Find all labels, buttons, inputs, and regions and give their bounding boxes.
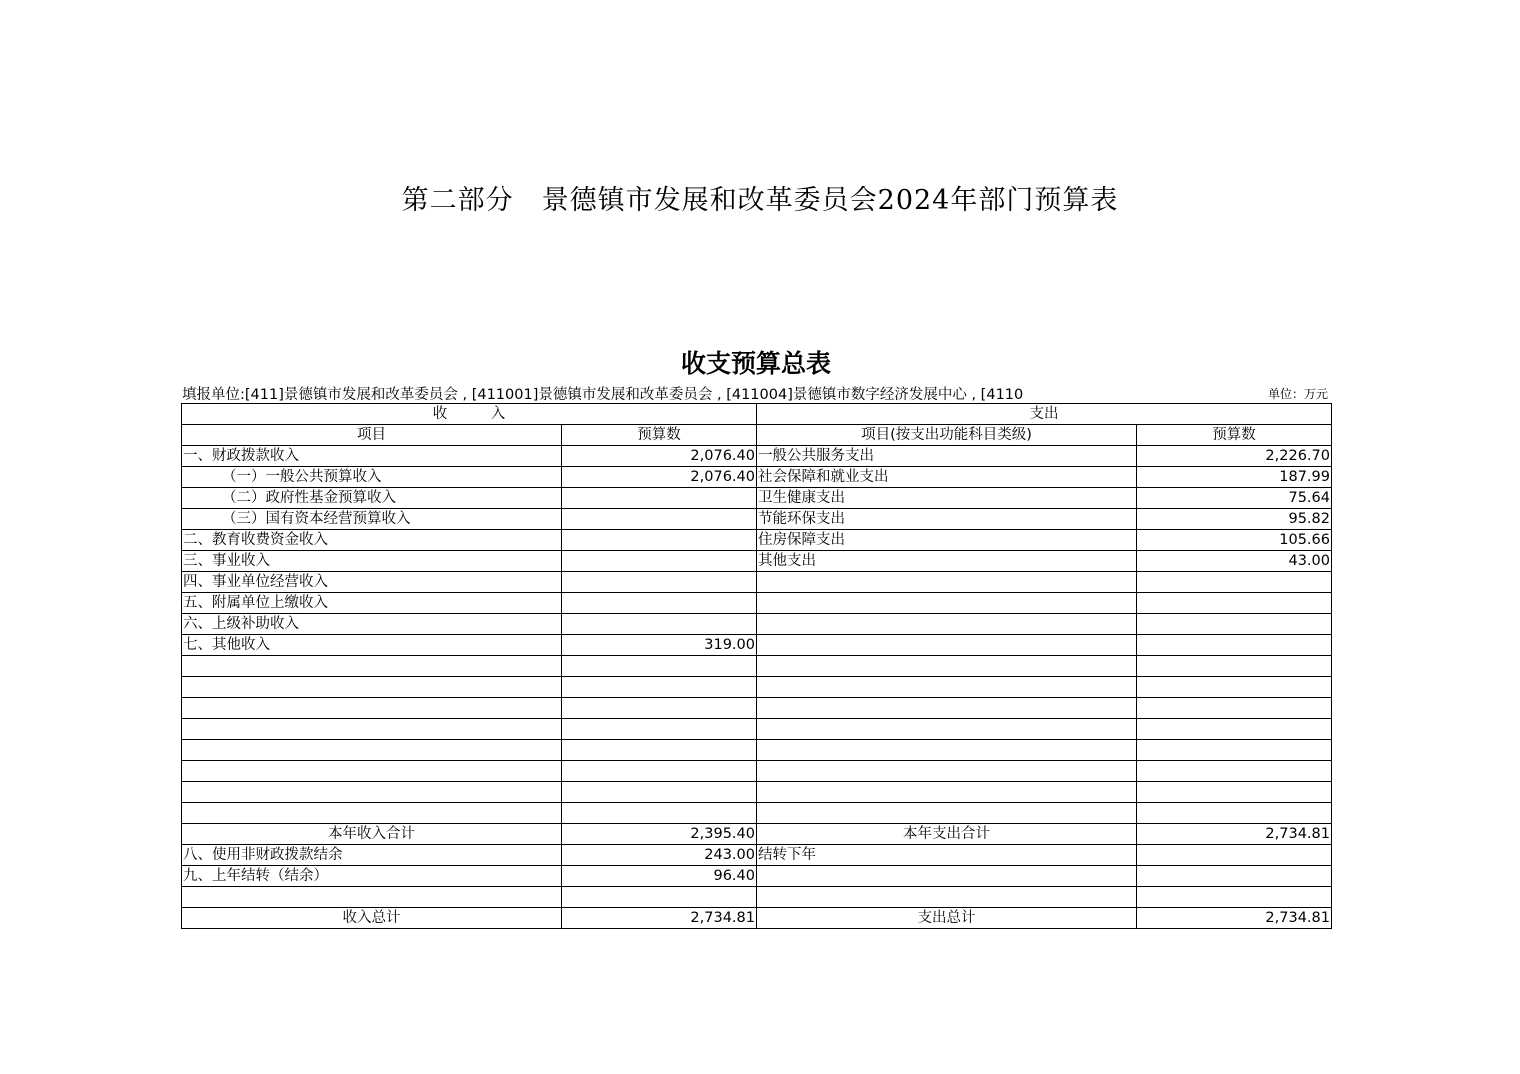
income-item-cell: 五、附属单位上缴收入 bbox=[182, 593, 562, 614]
expense-amount-cell bbox=[1137, 803, 1332, 824]
expense-amount-cell: 75.64 bbox=[1137, 488, 1332, 509]
income-amount-cell: 2,076.40 bbox=[562, 467, 757, 488]
income-item-cell bbox=[182, 698, 562, 719]
table-row bbox=[182, 887, 1332, 908]
expense-amount-cell: 105.66 bbox=[1137, 530, 1332, 551]
expense-amount-header: 预算数 bbox=[1137, 425, 1332, 446]
expense-item-cell bbox=[757, 593, 1137, 614]
income-amount-cell bbox=[562, 530, 757, 551]
expense-amount-cell: 2,226.70 bbox=[1137, 446, 1332, 467]
expense-amount-cell bbox=[1137, 740, 1332, 761]
expense-item-header: 项目(按支出功能科目类级) bbox=[757, 425, 1137, 446]
income-item-cell: （二）政府性基金预算收入 bbox=[182, 488, 562, 509]
income-group-header: 收 入 bbox=[182, 404, 757, 425]
table-row bbox=[182, 740, 1332, 761]
income-amount-header: 预算数 bbox=[562, 425, 757, 446]
expense-amount-cell bbox=[1137, 866, 1332, 887]
expense-amount-cell bbox=[1137, 761, 1332, 782]
expense-amount-cell bbox=[1137, 656, 1332, 677]
income-amount-cell bbox=[562, 488, 757, 509]
expense-item-cell: 节能环保支出 bbox=[757, 509, 1137, 530]
income-amount-cell bbox=[562, 740, 757, 761]
income-item-cell: 八、使用非财政拨款结余 bbox=[182, 845, 562, 866]
income-subtotal-amount: 2,395.40 bbox=[562, 824, 757, 845]
fill-unit-text: 填报单位:[411]景德镇市发展和改革委员会 , [411001]景德镇市发展和改革委员会 , [411004]景德镇市数字经济发展中心 , [4110 bbox=[182, 387, 1024, 403]
expense-item-cell: 其他支出 bbox=[757, 551, 1137, 572]
income-amount-cell: 96.40 bbox=[562, 866, 757, 887]
income-amount-cell bbox=[562, 509, 757, 530]
income-item-cell: 七、其他收入 bbox=[182, 635, 562, 656]
expense-item-cell bbox=[757, 656, 1137, 677]
table-row bbox=[182, 803, 1332, 824]
table-row bbox=[182, 698, 1332, 719]
income-amount-cell bbox=[562, 761, 757, 782]
income-subtotal-label: 本年收入合计 bbox=[182, 824, 562, 845]
total-row bbox=[182, 908, 1332, 929]
expense-amount-cell bbox=[1137, 572, 1332, 593]
expense-item-cell: 住房保障支出 bbox=[757, 530, 1137, 551]
table-row bbox=[182, 719, 1332, 740]
income-item-cell bbox=[182, 740, 562, 761]
group-header-row bbox=[182, 404, 1332, 425]
expense-subtotal-label: 本年支出合计 bbox=[757, 824, 1137, 845]
income-item-cell: （一）一般公共预算收入 bbox=[182, 467, 562, 488]
income-amount-cell bbox=[562, 551, 757, 572]
expense-item-cell bbox=[757, 866, 1137, 887]
expense-amount-cell bbox=[1137, 845, 1332, 866]
expense-item-cell bbox=[757, 572, 1137, 593]
subtotal-row bbox=[182, 824, 1332, 845]
income-amount-cell bbox=[562, 887, 757, 908]
table-row bbox=[182, 635, 1332, 656]
income-item-cell bbox=[182, 656, 562, 677]
income-item-cell bbox=[182, 803, 562, 824]
income-amount-cell bbox=[562, 698, 757, 719]
table-row bbox=[182, 677, 1332, 698]
income-total-amount: 2,734.81 bbox=[562, 908, 757, 929]
table-row bbox=[182, 551, 1332, 572]
expense-amount-cell bbox=[1137, 677, 1332, 698]
expense-item-cell: 社会保障和就业支出 bbox=[757, 467, 1137, 488]
expense-total-amount: 2,734.81 bbox=[1137, 908, 1332, 929]
income-item-cell: 六、上级补助收入 bbox=[182, 614, 562, 635]
income-item-cell: 九、上年结转（结余） bbox=[182, 866, 562, 887]
expense-amount-cell bbox=[1137, 719, 1332, 740]
expense-item-cell bbox=[757, 761, 1137, 782]
expense-item-cell bbox=[757, 614, 1137, 635]
income-item-cell: （三）国有资本经营预算收入 bbox=[182, 509, 562, 530]
expense-item-cell bbox=[757, 782, 1137, 803]
expense-amount-cell bbox=[1137, 887, 1332, 908]
table-row bbox=[182, 656, 1332, 677]
table-row bbox=[182, 530, 1332, 551]
table-title: 收支预算总表 bbox=[680, 349, 831, 378]
table-row bbox=[182, 761, 1332, 782]
income-amount-cell bbox=[562, 572, 757, 593]
expense-item-cell bbox=[757, 803, 1137, 824]
income-item-cell bbox=[182, 677, 562, 698]
expense-amount-cell bbox=[1137, 635, 1332, 656]
income-item-cell bbox=[182, 887, 562, 908]
table-row bbox=[182, 782, 1332, 803]
table-row bbox=[182, 467, 1332, 488]
income-amount-cell bbox=[562, 593, 757, 614]
unit-row bbox=[182, 383, 1330, 403]
income-total-label: 收入总计 bbox=[182, 908, 562, 929]
expense-item-cell: 结转下年 bbox=[757, 845, 1137, 866]
table-row bbox=[182, 845, 1332, 866]
expense-item-cell bbox=[757, 635, 1137, 656]
expense-amount-cell bbox=[1137, 782, 1332, 803]
income-amount-cell bbox=[562, 803, 757, 824]
table-row bbox=[182, 446, 1332, 467]
income-amount-cell bbox=[562, 719, 757, 740]
budget-table bbox=[181, 403, 1332, 929]
expense-item-cell bbox=[757, 719, 1137, 740]
expense-item-cell bbox=[757, 677, 1137, 698]
income-amount-cell: 2,076.40 bbox=[562, 446, 757, 467]
column-header-row bbox=[182, 425, 1332, 446]
income-amount-cell: 243.00 bbox=[562, 845, 757, 866]
income-item-cell: 三、事业收入 bbox=[182, 551, 562, 572]
expense-item-cell bbox=[757, 698, 1137, 719]
table-row bbox=[182, 614, 1332, 635]
expense-amount-cell: 43.00 bbox=[1137, 551, 1332, 572]
income-item-cell: 一、财政拨款收入 bbox=[182, 446, 562, 467]
unit-label: 单位：万元 bbox=[1267, 387, 1328, 401]
expense-total-label: 支出总计 bbox=[757, 908, 1137, 929]
income-amount-cell bbox=[562, 656, 757, 677]
expense-amount-cell bbox=[1137, 614, 1332, 635]
income-item-cell: 四、事业单位经营收入 bbox=[182, 572, 562, 593]
expense-item-cell bbox=[757, 740, 1137, 761]
expense-item-cell: 卫生健康支出 bbox=[757, 488, 1137, 509]
expense-amount-cell bbox=[1137, 593, 1332, 614]
table-row bbox=[182, 509, 1332, 530]
income-amount-cell bbox=[562, 782, 757, 803]
expense-amount-cell bbox=[1137, 698, 1332, 719]
expense-subtotal-amount: 2,734.81 bbox=[1137, 824, 1332, 845]
expense-group-header: 支出 bbox=[757, 404, 1332, 425]
expense-amount-cell: 95.82 bbox=[1137, 509, 1332, 530]
part-title: 第二部分 景德镇市发展和改革委员会2024年部门预算表 bbox=[401, 185, 1119, 216]
table-row bbox=[182, 593, 1332, 614]
expense-item-cell: 一般公共服务支出 bbox=[757, 446, 1137, 467]
table-row bbox=[182, 572, 1332, 593]
table-row bbox=[182, 866, 1332, 887]
income-amount-cell bbox=[562, 614, 757, 635]
income-amount-cell bbox=[562, 677, 757, 698]
income-amount-cell: 319.00 bbox=[562, 635, 757, 656]
expense-amount-cell: 187.99 bbox=[1137, 467, 1332, 488]
income-item-cell: 二、教育收费资金收入 bbox=[182, 530, 562, 551]
expense-item-cell bbox=[757, 887, 1137, 908]
income-item-cell bbox=[182, 719, 562, 740]
income-item-header: 项目 bbox=[182, 425, 562, 446]
income-item-cell bbox=[182, 782, 562, 803]
income-item-cell bbox=[182, 761, 562, 782]
table-row bbox=[182, 488, 1332, 509]
